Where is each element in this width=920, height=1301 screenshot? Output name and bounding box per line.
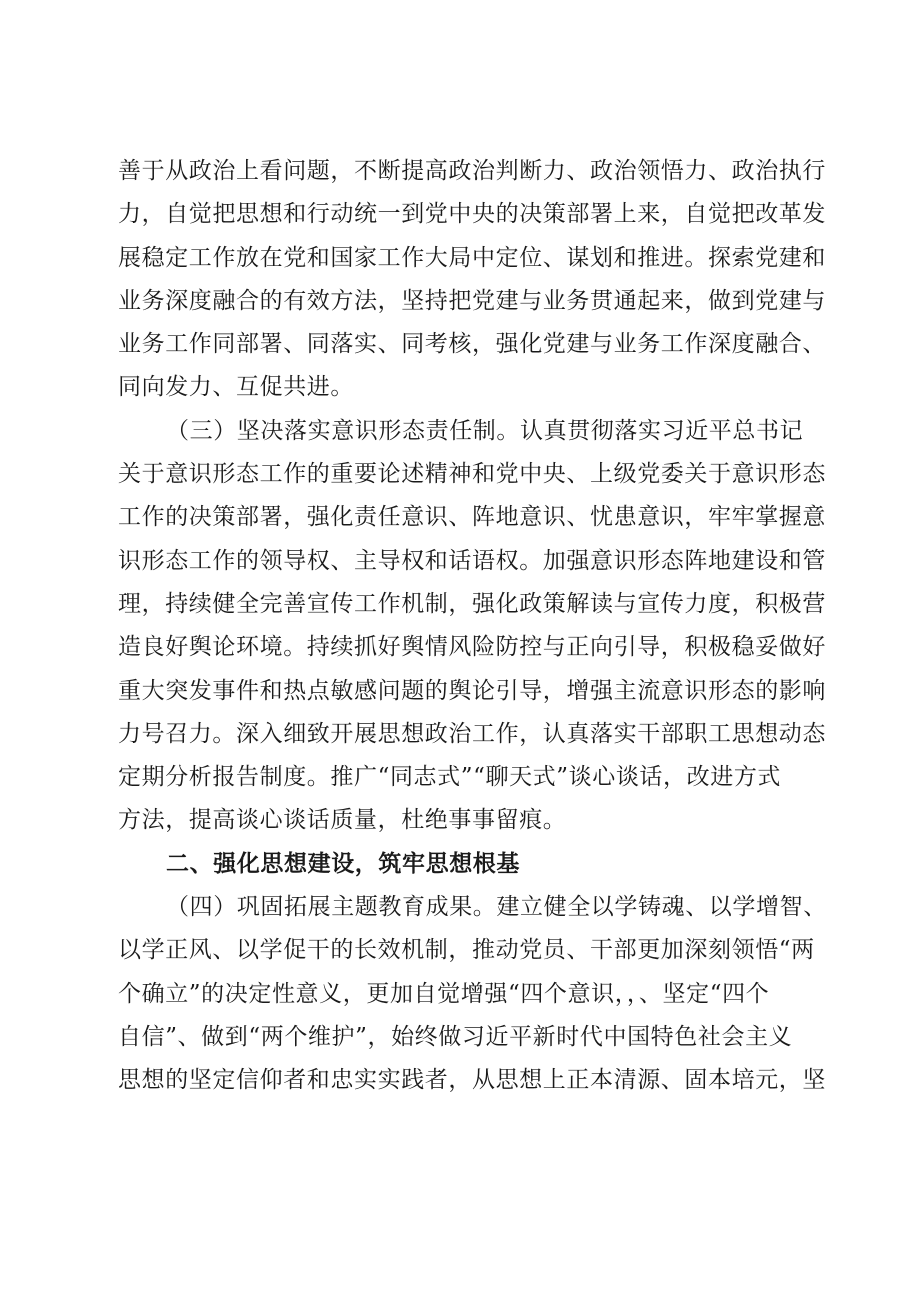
text-line: 理，持续健全完善宣传工作机制，强化政策解读与宣传力度，积极营 bbox=[118, 590, 826, 617]
paragraph-1 bbox=[118, 150, 826, 410]
text-line: （三）坚决落实意识形态责任制。认真贯彻落实习近平总书记 bbox=[166, 417, 804, 444]
text-line: 关于意识形态工作的重要论述精神和党中央、上级党委关于意识形态 bbox=[118, 461, 826, 488]
text-line: 识形态工作的领导权、主导权和话语权。加强意识形态阵地建设和管 bbox=[118, 547, 826, 574]
text-line: 善于从政治上看问题，不断提高政治判断力、政治领悟力、政治执行 bbox=[118, 158, 826, 184]
text-line: 力，自觉把思想和行动统一到党中央的决策部署上来，自觉把改革发 bbox=[118, 201, 826, 228]
text-line: 力号召力。深入细致开展思想政治工作，认真落实干部职工思想动态 bbox=[118, 720, 826, 747]
text-line: 方法，提高谈心谈话质量，杜绝事事留痕。 bbox=[118, 807, 567, 834]
text-line: 业务深度融合的有效方法，坚持把党建与业务贯通起来，做到党建与 bbox=[118, 287, 826, 314]
text-line: 业务工作同部署、同落实、同考核，强化党建与业务工作深度融合、 bbox=[118, 331, 826, 358]
text-line: 思想的坚定信仰者和忠实实践者，从思想上正本清源、固本培元，坚 bbox=[118, 1067, 826, 1094]
text-line: 定期分析报告制度。推广“同志式”“聊天式”谈心谈话，改进方式 bbox=[118, 764, 782, 791]
text-line: 同向发力、互促共进。 bbox=[118, 374, 354, 401]
text-line: （四）巩固拓展主题教育成果。建立健全以学铸魂、以学增智、 bbox=[166, 894, 827, 921]
text-line: 自信”、做到“两个维护”，始终做习近平新时代中国特色社会主义 bbox=[118, 1023, 793, 1050]
paragraph-2 bbox=[118, 410, 826, 843]
text-line: 展稳定工作放在党和国家工作大局中定位、谋划和推进。探索党建和 bbox=[118, 244, 826, 271]
document-body bbox=[118, 150, 827, 1103]
text-line: 以学正风、以学促干的长效机制，推动党员、干部更加深刻领悟“两 bbox=[118, 937, 815, 964]
text-line: 个确立”的决定性意义，更加自觉增强“四个意识，，、坚定“四个 bbox=[118, 980, 770, 1007]
text-line: 重大突发事件和热点敏感问题的舆论引导，增强主流意识形态的影响 bbox=[118, 677, 826, 704]
paragraph-3 bbox=[118, 886, 827, 1102]
section-heading: 二、强化思想建设，筑牢思想根基 bbox=[166, 850, 520, 877]
text-line: 工作的决策部署，强化责任意识、阵地意识、忧患意识，牢牢掌握意 bbox=[118, 504, 826, 531]
text-line: 造良好舆论环境。持续抓好舆情风险防控与正向引导，积极稳妥做好 bbox=[118, 634, 826, 661]
